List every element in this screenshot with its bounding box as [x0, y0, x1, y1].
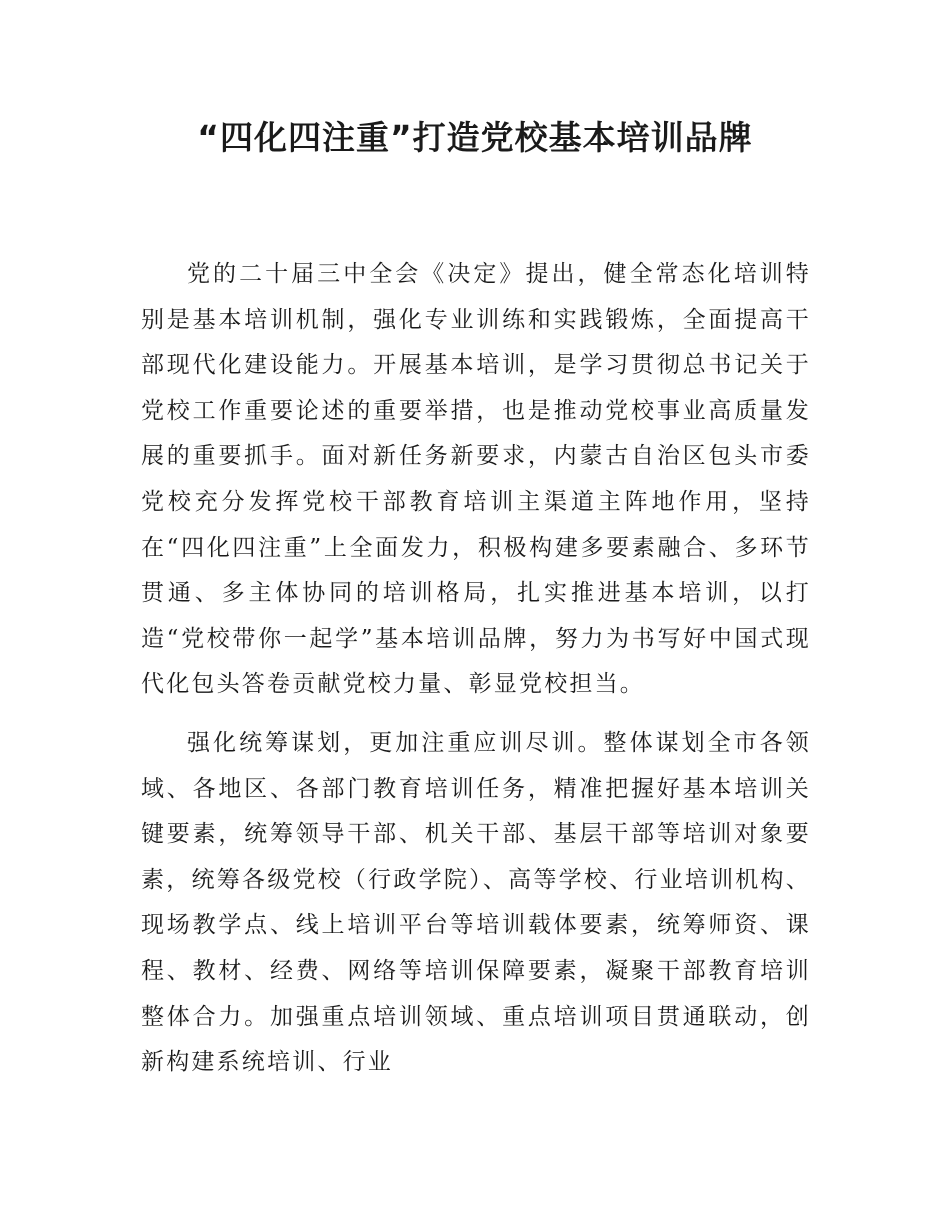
document-title: “四化四注重”打造党校基本培训品牌	[197, 118, 753, 157]
paragraph-intro: 党的二十届三中全会《决定》提出，健全常态化培训特别是基本培训机制，强化专业训练和实践锻炼，全面提高干部现代化建设能力。开展基本培训，是学习贯彻总书记关于党校工作重要论述的重要举措，也是推动党校事业高质量发展的重要抓手。面对新任务新要求，内蒙古自治区包头市委党校充分发挥党校干部教育培训主渠道主阵地作用，坚持在“四化四注重”上全面发力，积极构建多要素融合、多环节贯通、多主体协同的培训格局，扎实推进基本培训，以打造“党校带你一起学”基本培训品牌，努力为书写好中国式现代化包头答卷贡献党校力量、彰显党校担当。	[141, 261, 811, 698]
paragraph-planning: 强化统筹谋划，更加注重应训尽训。整体谋划全市各领域、各地区、各部门教育培训任务，精准把握好基本培训关键要素，统筹领导干部、机关干部、基层干部等培训对象要素，统筹各级党校（行政学院）、高等学校、行业培训机构、现场教学点、线上培训平台等培训载体要素，统筹师资、课程、教材、经费、网络等培训保障要素，凝聚干部教育培训整体合力。加强重点培训领域、重点培训项目贯通联动，创新构建系统培训、行业	[141, 729, 811, 1076]
document-body	[141, 252, 811, 1086]
